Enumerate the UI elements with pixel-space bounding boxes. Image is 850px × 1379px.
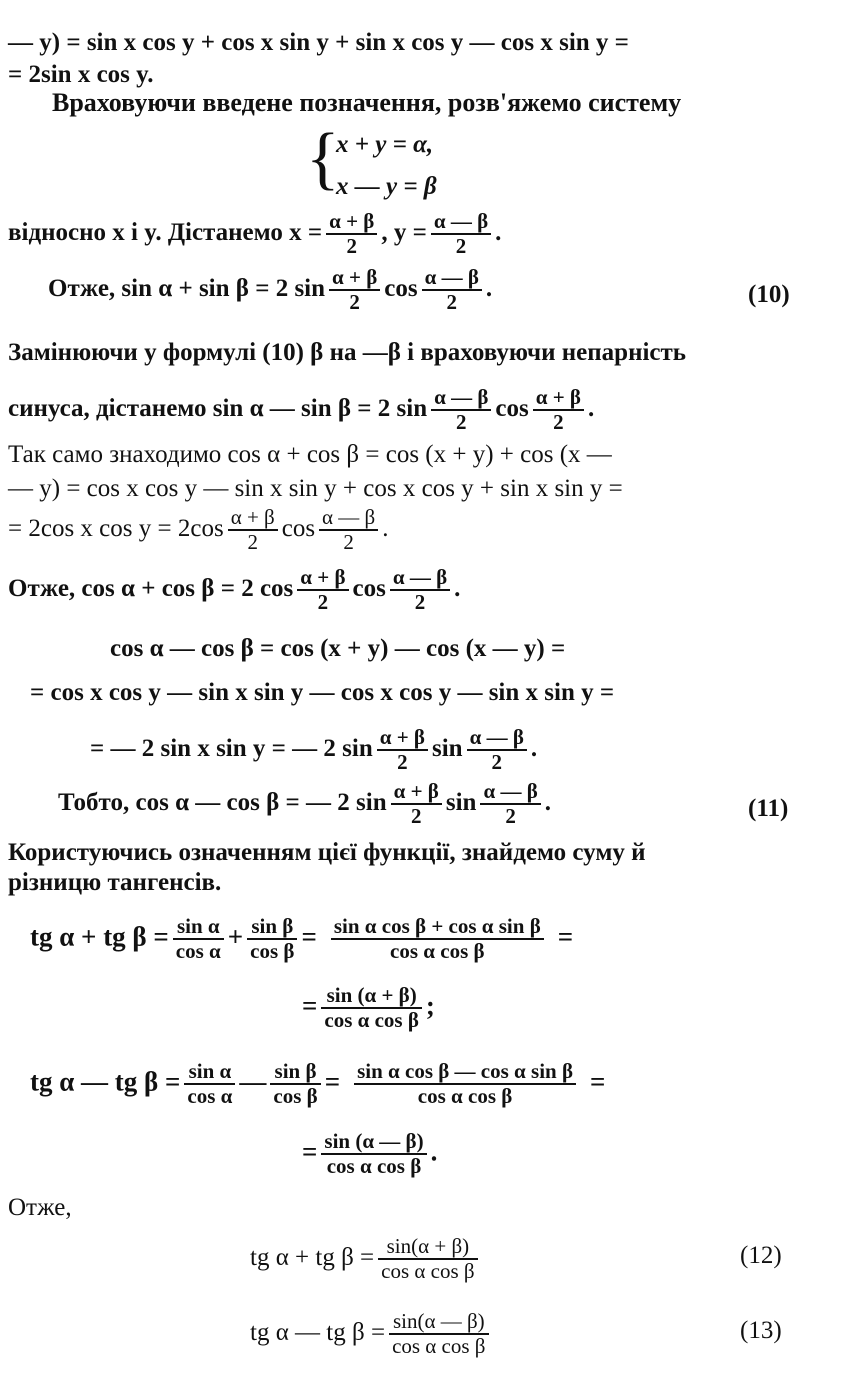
text: = — [302, 990, 318, 1021]
fraction — [270, 1060, 320, 1108]
line-otzhe: Отже, — [8, 1194, 72, 1221]
fraction — [377, 726, 428, 774]
text: cos — [352, 574, 386, 602]
text: = — [557, 921, 574, 952]
text: синуса, дістанемо sin α — sin β = 2 sin — [8, 394, 428, 422]
fraction — [467, 726, 527, 774]
fraction — [326, 210, 377, 258]
text: sin — [432, 734, 463, 762]
line-6: Замінюючи у формулі (10) β на —β і враховуючи непарність — [8, 339, 687, 366]
line-9: — y) = cos x cos y — sin x sin y + cos x cos y + sin x sin y = — [8, 475, 623, 502]
text: . — [495, 218, 502, 246]
num: sin α cos β — cos α sin β — [354, 1060, 576, 1085]
den: cos β — [273, 1084, 318, 1109]
text: tg α — tg β = — [250, 1318, 386, 1346]
formula-13 — [250, 1310, 493, 1358]
num: sin β — [247, 915, 297, 940]
line-14 — [90, 726, 537, 774]
num: α + β — [391, 780, 442, 805]
fraction — [422, 266, 482, 314]
line-12: cos α — cos β = cos (x + y) — cos (x — y) = — [110, 635, 566, 662]
text: . — [588, 394, 595, 422]
num: α — β — [319, 506, 378, 531]
num: α — β — [390, 566, 450, 591]
text: Отже, cos α + cos β = 2 cos — [8, 574, 294, 602]
den: 2 — [397, 750, 408, 775]
num: sin α — [173, 915, 224, 940]
tg-sum-line-1 — [30, 915, 573, 963]
text: . — [530, 734, 538, 762]
text: . — [485, 274, 493, 302]
text: = — 2 sin x sin y = — 2 sin — [90, 734, 373, 762]
fraction — [321, 984, 422, 1032]
system-brace: { — [306, 120, 340, 197]
text: = — [590, 1066, 606, 1097]
text: ; — [425, 990, 435, 1021]
num: α — β — [422, 266, 482, 291]
den: 2 — [455, 234, 467, 259]
text: . — [544, 788, 552, 816]
tg-diff-line-1 — [30, 1060, 605, 1108]
text: tg α + tg β = — [30, 921, 169, 952]
fraction — [431, 386, 491, 434]
den: cos α cos β — [326, 1154, 422, 1179]
num: α — β — [480, 780, 540, 805]
text: Тобто, cos α — cos β = — 2 sin — [58, 788, 387, 816]
den: 2 — [505, 804, 516, 829]
text: , y = — [381, 218, 427, 246]
system-eq-2: x — y = β — [336, 173, 437, 200]
line-16: Користуючись означенням цієї функції, знайдемо суму й — [8, 839, 646, 866]
fraction — [329, 266, 380, 314]
text: = 2cos x cos y = 2cos — [8, 514, 224, 542]
fraction — [431, 210, 491, 258]
fraction — [319, 506, 378, 554]
text: = — [324, 1066, 341, 1097]
den: cos α cos β — [381, 1259, 475, 1284]
num: α + β — [326, 210, 377, 235]
line-11 — [8, 566, 460, 614]
tg-diff-line-2 — [302, 1130, 437, 1178]
eq-number-11: (11) — [748, 795, 789, 822]
formula-12 — [250, 1235, 482, 1283]
num: sin (α — β) — [321, 1130, 426, 1155]
text: sin — [445, 788, 477, 816]
line-17: різницю тангенсів. — [8, 869, 222, 896]
fraction — [391, 780, 442, 828]
text: . — [382, 514, 389, 542]
tg-sum-line-2 — [302, 984, 435, 1032]
num: sin β — [270, 1060, 320, 1085]
fraction — [321, 1130, 426, 1178]
text: відносно x і y. Дістанемо x = — [8, 218, 323, 246]
fraction — [533, 386, 584, 434]
line-15 — [58, 780, 551, 828]
den: 2 — [410, 804, 422, 829]
num: α — β — [467, 726, 527, 751]
den: 2 — [343, 530, 354, 555]
num: α — β — [431, 210, 491, 235]
text: . — [430, 1136, 438, 1167]
num: α + β — [533, 386, 584, 411]
text: . — [454, 574, 461, 602]
fraction — [390, 566, 450, 614]
text: cos — [495, 394, 529, 422]
line-5 — [48, 266, 492, 314]
eq-number-13: (13) — [740, 1317, 782, 1344]
den: 2 — [446, 290, 458, 315]
text: cos — [281, 514, 316, 542]
text: — — [239, 1066, 267, 1097]
num: sin (α + β) — [321, 984, 422, 1009]
num: sin α — [184, 1060, 235, 1085]
text: + — [227, 921, 244, 952]
line-8: Так само знаходимо cos α + cos β = cos (x + y) + cos (x — — [8, 441, 612, 468]
text: tg α — tg β = — [30, 1066, 181, 1097]
fraction — [247, 915, 297, 963]
den: 2 — [346, 234, 357, 259]
fraction — [297, 566, 348, 614]
den: cos β — [250, 939, 295, 964]
fraction — [378, 1235, 477, 1283]
den: 2 — [491, 750, 502, 775]
den: cos α cos β — [392, 1334, 486, 1359]
den: 2 — [247, 530, 258, 555]
system-eq-1: x + y = α, — [336, 131, 434, 158]
text: = — [302, 1136, 318, 1167]
line-10 — [8, 506, 388, 554]
num: α — β — [431, 386, 491, 411]
eq-number-12: (12) — [740, 1242, 782, 1269]
den: 2 — [456, 410, 467, 435]
eq-number-10: (10) — [748, 281, 790, 308]
den: cos α cos β — [324, 1008, 419, 1033]
num: α + β — [377, 726, 428, 751]
text: tg α + tg β = — [250, 1243, 375, 1271]
num: α + β — [297, 566, 348, 591]
den: cos α cos β — [390, 939, 485, 964]
den: 2 — [553, 410, 564, 435]
fraction — [331, 915, 544, 963]
num: sin(α — β) — [389, 1310, 488, 1335]
den: 2 — [317, 590, 329, 615]
den: cos α — [175, 939, 221, 964]
fraction — [389, 1310, 488, 1358]
fraction — [184, 1060, 235, 1108]
num: sin(α + β) — [378, 1235, 477, 1260]
fraction — [228, 506, 278, 554]
text: = — [301, 921, 317, 952]
text: Отже, sin α + sin β = 2 sin — [48, 274, 326, 302]
line-13: = cos x cos y — sin x sin y — cos x cos y — sin x sin y = — [30, 679, 615, 706]
text: cos — [384, 274, 418, 302]
line-3: Враховуючи введене позначення, розв'яжемо систему — [52, 88, 682, 117]
num: α + β — [329, 266, 380, 291]
den: cos α cos β — [417, 1084, 513, 1109]
den: 2 — [349, 290, 360, 315]
fraction — [354, 1060, 576, 1108]
num: sin α cos β + cos α sin β — [331, 915, 544, 940]
den: 2 — [414, 590, 426, 615]
line-7 — [8, 386, 594, 434]
line-2: = 2sin x cos y. — [8, 61, 154, 88]
den: cos α — [187, 1084, 233, 1109]
fraction — [480, 780, 540, 828]
line-4 — [8, 210, 501, 258]
line-1: — y) = sin x cos y + cos x sin y + sin x cos y — cos x sin y = — [8, 29, 629, 56]
fraction — [173, 915, 224, 963]
num: α + β — [228, 506, 278, 531]
